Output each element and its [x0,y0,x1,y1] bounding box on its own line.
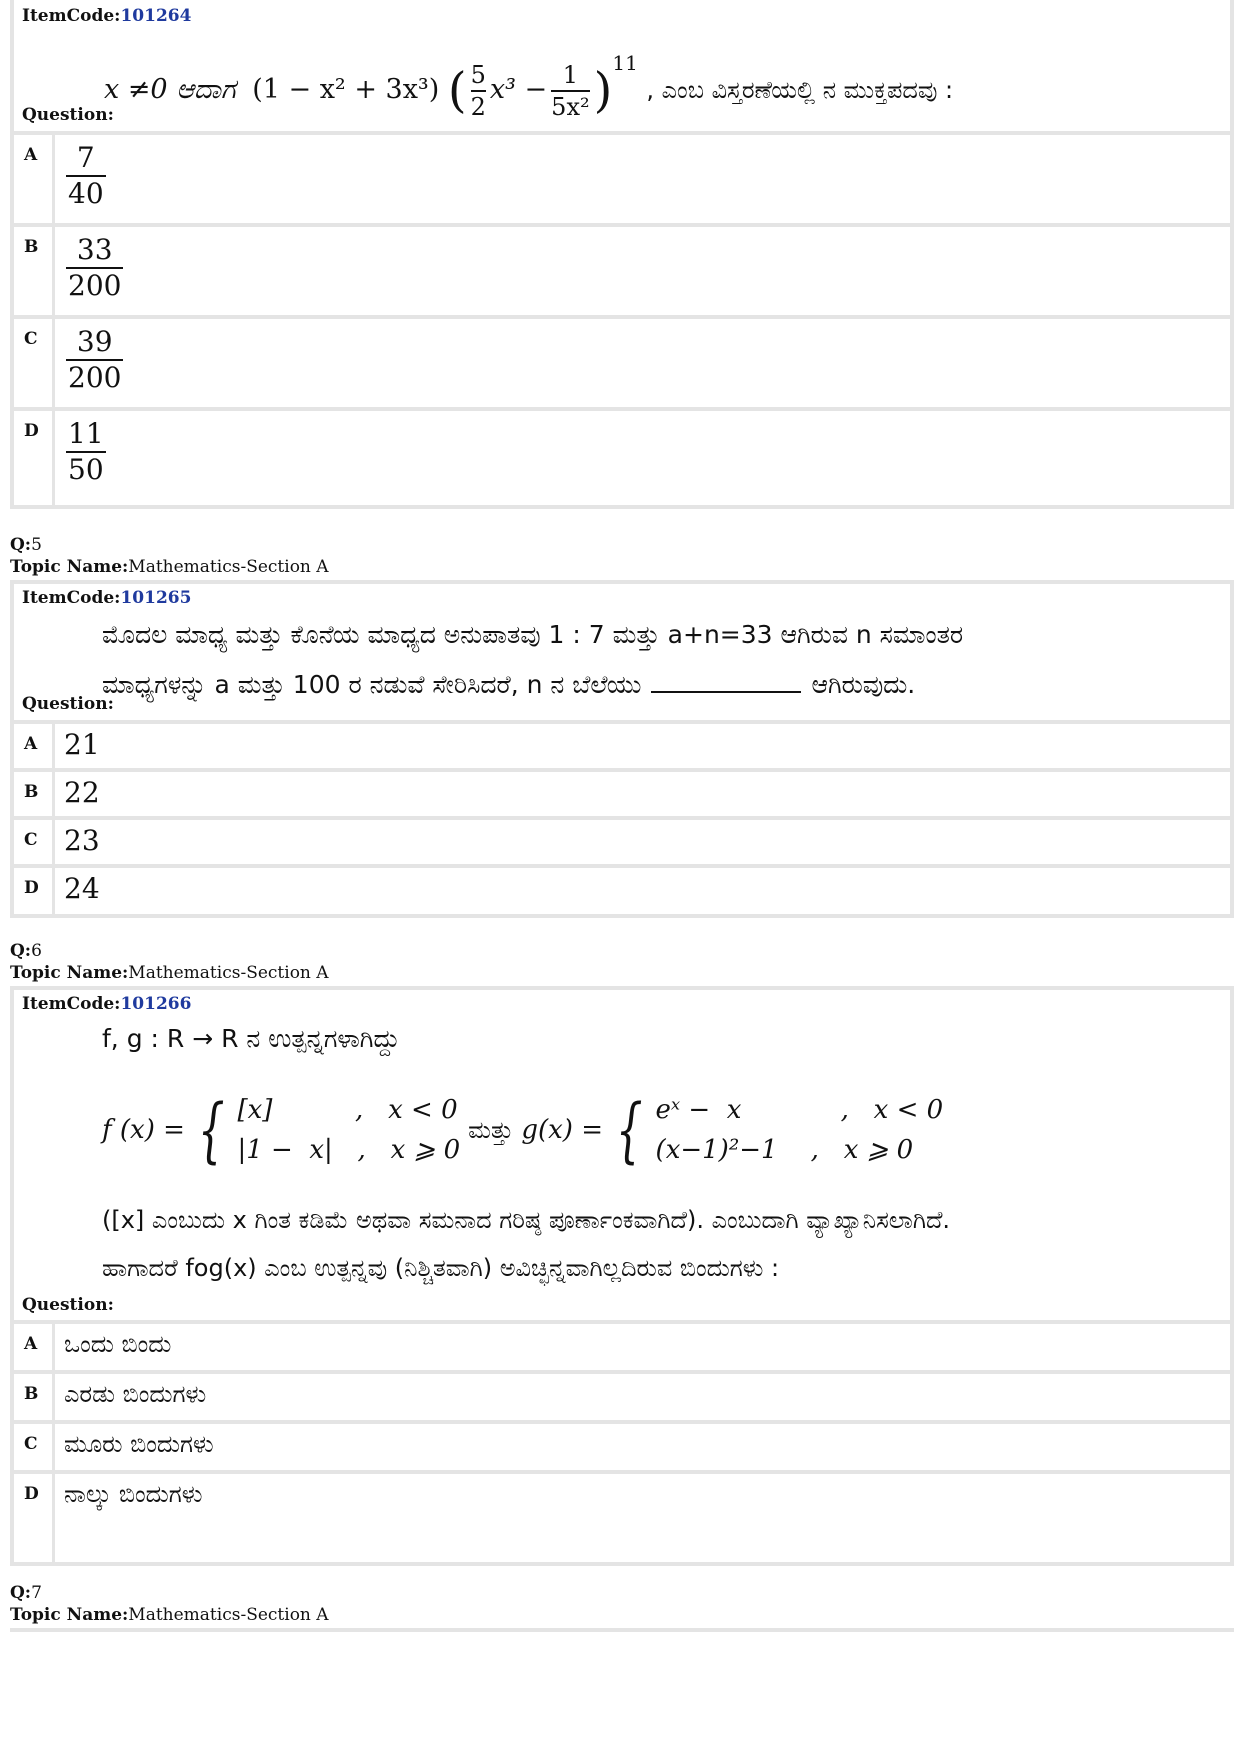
fraction-1-5x2: $\frac{1}{\text{5x²}}$ [551,60,590,121]
option-value: $\frac{33}{200}$ [68,233,122,302]
f-cases: [x] , x < 0 |1 − x| , x ⩾ 0 [237,1095,461,1165]
option-row-a[interactable] [14,720,1230,768]
exponent: 11 [612,51,638,75]
g-cases: eˣ − x , x < 0 (x−1)²−1 , x ⩾ 0 [655,1095,944,1165]
option-value: ಎರಡು ಬಿಂದುಗಳು [64,1380,207,1408]
option-divider [52,1374,55,1420]
option-value: ಒಂದು ಬಿಂದು [64,1330,172,1358]
question-line-1: f, g : R → R ನ ಉತ್ಪನ್ನಗಳಾಗಿದ್ದು [102,1024,400,1053]
question-number: Q:7 [10,1583,42,1603]
topic-name: Topic Name:Mathematics-Section A [10,557,329,577]
option-letter: D [24,878,39,898]
option-divider [52,1324,55,1370]
question-text [102,1016,1218,1292]
option-divider [52,1424,55,1470]
option-row-b[interactable] [14,223,1230,315]
item-code: ItemCode:101264 [22,6,192,26]
option-divider [52,411,55,505]
function-definitions [102,1090,1218,1170]
item-code: ItemCode:101266 [22,994,192,1014]
question-number: Q:5 [10,535,42,555]
g-brace: { [615,1089,643,1171]
option-letter: C [24,830,38,850]
option-letter: A [24,1334,38,1354]
option-letter: D [24,1484,39,1504]
expression-a: (1 − x² + 3x³) [252,74,440,105]
option-letter: B [24,782,39,802]
question-text [104,38,1218,122]
topic-name: Topic Name:Mathematics-Section A [10,963,329,983]
option-divider [52,135,55,223]
item-code-value: 101265 [120,588,192,608]
open-paren: ( [447,62,467,119]
answer-blank [651,669,801,693]
option-row-b[interactable] [14,1370,1230,1420]
option-letter: B [24,1384,39,1404]
condition-text: x ≠0 ಆದಾಗ [104,74,236,105]
f-lhs: f (x) = [102,1115,185,1145]
option-row-d[interactable] [14,407,1230,505]
option-divider [52,868,55,914]
question-block-q5 [10,580,1234,918]
option-value: 23 [64,824,100,857]
option-row-c[interactable] [14,1420,1230,1470]
item-code: ItemCode:101265 [22,588,192,608]
option-row-d[interactable] [14,1470,1230,1562]
close-paren: ) [593,62,613,119]
option-divider [52,319,55,407]
question-line-1: ಮೊದಲ ಮಾಧ್ಯ ಮತ್ತು ಕೊನೆಯ ಮಾಧ್ಯದ ಅನುಪಾತವು 1 : 7 ಮತ್ತು a+n=33 ಆಗಿರುವ n ಸಮಾಂತರ [102,620,964,649]
option-letter: D [24,421,39,441]
option-divider [52,227,55,315]
item-code-value: 101264 [120,6,192,26]
option-row-a[interactable] [14,131,1230,223]
option-row-d[interactable] [14,864,1230,914]
and-text: ಮತ್ತು [468,1116,514,1144]
question-number: Q:6 [10,941,42,961]
option-divider [52,1474,55,1562]
item-code-value: 101266 [120,994,192,1014]
option-value: 24 [64,872,100,905]
option-row-c[interactable] [14,816,1230,864]
option-value: 21 [64,728,100,761]
option-letter: C [24,1434,38,1454]
question-label: Question: [22,105,114,125]
option-divider [52,724,55,768]
option-value: 22 [64,776,100,809]
option-value: $\frac{39}{200}$ [68,325,122,394]
question-block-q4 [10,0,1234,509]
option-row-a[interactable] [14,1320,1230,1370]
topic-name: Topic Name:Mathematics-Section A [10,1605,329,1625]
option-value: ಮೂರು ಬಿಂದುಗಳು [64,1430,214,1458]
g-lhs: g(x) = [521,1115,603,1145]
question-line-4: ಹಾಗಾದರೆ fog(x) ಎಂಬ ಉತ್ಪನ್ನವು (ನಿಶ್ಚಿತವಾಗಿ) ಅವಿಚ್ಛಿನ್ನವಾಗಿಲ್ಲದಿರುವ ಬಿಂದುಗಳು : [102,1254,780,1282]
fraction-5-2: $\frac{5}{2}$ [470,60,486,121]
option-divider [52,820,55,864]
option-divider [52,772,55,816]
option-letter: A [24,145,38,165]
question-tail-text: , ಎಂಬ ವಿಸ್ತರಣೆಯಲ್ಲಿ ನ ಮುಕ್ತಪದವು : [646,76,954,104]
question-line-3: ([x] ಎಂಬುದು x ಗಿಂತ ಕಡಿಮೆ ಅಥವಾ ಸಮನಾದ ಗರಿಷ್ಠ ಪೂರ್ಣಾಂಕವಾಗಿದೆ). ಎಂಬುದಾಗಿ ವ್ಯಾಖ್ಯಾನಿಸಲಾಗಿದೆ. [102,1206,951,1234]
option-letter: C [24,329,38,349]
option-row-c[interactable] [14,315,1230,407]
f-brace: { [197,1089,225,1171]
question-label: Question: [22,694,114,714]
option-row-b[interactable] [14,768,1230,816]
option-letter: B [24,237,39,257]
question-label: Question: [22,1295,114,1315]
question-text [102,610,1218,710]
option-value: $\frac{11}{50}$ [68,417,104,486]
question-block-q6 [10,986,1234,1566]
block-top-border [10,1628,1234,1632]
option-letter: A [24,734,38,754]
option-value: $\frac{7}{40}$ [68,141,104,210]
option-value: ನಾಲ್ಕು ಬಿಂದುಗಳು [64,1480,203,1508]
fraction-tail: x³ − [489,74,548,105]
question-line-2: ಮಾಧ್ಯಗಳನ್ನು a ಮತ್ತು 100 ರ ನಡುವೆ ಸೇರಿಸಿದರೆ, n ನ ಬೆಲೆಯು ಆಗಿರುವುದು. [102,670,916,699]
